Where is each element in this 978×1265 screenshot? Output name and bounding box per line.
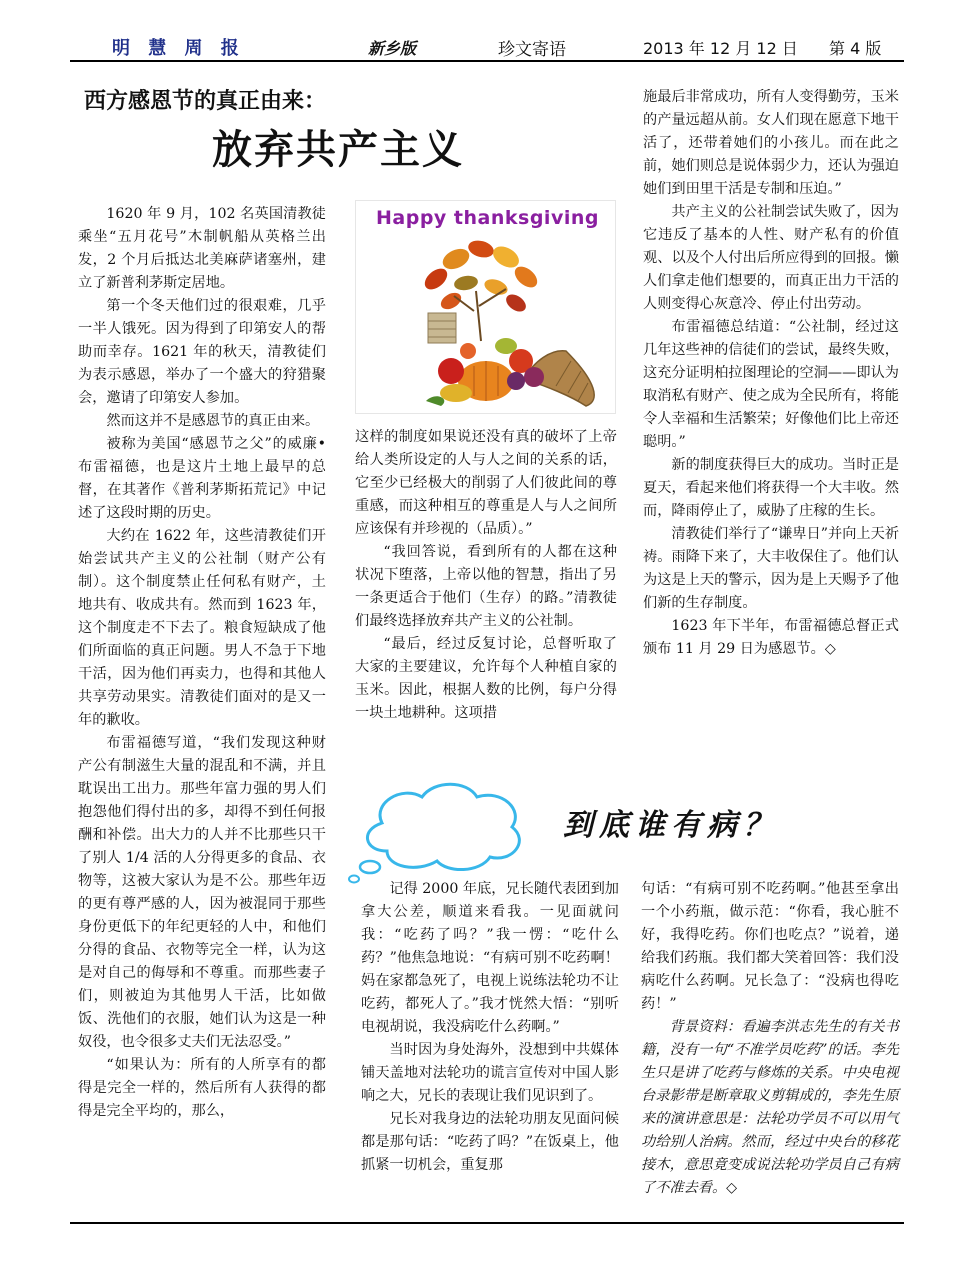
paragraph: “最后，经过反复讨论，总督听取了大家的主要建议，允许每个人种植自家的玉米。因此，根据人数的比例，每户分得一块土地耕种。这项措 — [355, 636, 617, 721]
article1-kicker: 西方感恩节的真正由来： — [84, 89, 327, 114]
paragraph: 被称为美国“感恩节之父”的威廉•布雷福德，也是这片土地上最早的总督，在其著作《普利茅斯拓荒记》中记述了这段时期的历史。 — [78, 436, 326, 521]
paragraph: 句话：“有病可别不吃药啊。”他甚至拿出一个小药瓶，做示范：“你看，我心脏不好，我得吃药。你们也吃点？”说着，递给我们药瓶。我们都大笑着回答：我们没病吃什么药啊。兄长急了：“没病也得吃药！” — [641, 881, 899, 1012]
article1-column-2 — [355, 426, 617, 725]
paragraph: 新的制度获得巨大的成功。当时正是夏天，看起来他们将获得一个大丰收。然而，降雨停止了，威胁了庄稼的生长。 — [643, 457, 899, 519]
basket — [428, 313, 456, 343]
paragraph: “如果认为：所有的人所享有的都得是完全一样的，然后所有人获得的都得是完全平均的，那么， — [78, 1057, 326, 1119]
paragraph: 记得 2000 年底，兄长随代表团到加拿大公差，顺道来看我。一见面就问我：“吃药了吗？”我一愣：“吃什么药？”他焦急地说：“有病可别不吃药啊！妈在家都急死了，电视上说练法轮功不让吃药，都死人了。”我才恍然大悟：“别听电视胡说，我没病吃什么药啊。” — [361, 881, 619, 1035]
cornucopia-image — [356, 201, 615, 413]
paragraph: 第一个冬天他们过的很艰难，几乎一半人饿死。因为得到了印第安人的帮助而幸存。1621 年的秋天，清教徒们为表示感恩，举办了一个盛大的狩猎聚会，邀请了印第安人参加。 — [78, 298, 326, 406]
paragraph: 然而这并不是感恩节的真正由来。 — [106, 413, 320, 429]
article1-column-3 — [643, 86, 899, 661]
paragraph: 1623 年下半年，布雷福德总督正式颁布 11 月 29 日为感恩节。◇ — [643, 618, 899, 657]
paragraph: 1620 年 9 月，102 名英国清教徒乘坐“五月花号”木制帆船从英格兰出发，2 个月后抵达北美麻萨诸塞州，建立了新普利茅斯定居地。 — [78, 206, 326, 291]
background-note: 背景资料：看遍李洪志先生的有关书籍，没有一句“不准学员吃药”的话。李先生只是讲了吃药与修炼的关系。中央电视台录影带是断章取义剪辑成的，李先生原来的演讲意思是：法轮功学员不可以用气功给别人治病。然而，经过中央台的移花接木，意思竟变成说法轮功学员自己有病了不准去看。◇ — [641, 1019, 899, 1196]
thanksgiving-illustration — [355, 200, 616, 414]
article2-title: 到底谁有病？ — [563, 808, 779, 843]
paragraph: 清教徒们举行了“谦卑日”并向上天祈祷。雨降下来了，大丰收保住了。他们认为这是上天的警示，因为是上天赐予了他们新的生存制度。 — [643, 526, 899, 611]
issue-date: 2013 年 12 月 12 日 — [643, 39, 798, 58]
edition-label: 新乡版 — [368, 39, 417, 58]
image-caption: Happy thanksgiving — [376, 207, 599, 229]
paragraph: 大约在 1622 年，这些清教徒们开始尝试共产主义的公社制（财产公有制）。这个制度禁止任何私有财产，土地共有、收成共有。然而到 1623 年，这个制度走不下去了。粮食短缺成了他们所面临的真正问题。男人不急于下地干活，因为他们再卖力，也得和其他人共享劳动果实。清教徒们面对的是又一年的歉收。 — [78, 528, 326, 728]
paragraph: 施最后非常成功，所有人变得勤劳，玉米的产量远超从前。女人们现在愿意下地干活了，还带着她们的小孩儿。而在此之前，她们则总是说体弱少力，还认为强迫她们到田里干活是专制和压迫。” — [643, 89, 899, 197]
paragraph: 这样的制度如果说还没有真的破坏了上帝给人类所设定的人与人之间的关系的话，它至少已经极大的削弱了人们彼此间的尊重感，而这种相互的尊重是人与人之间所应该保有并珍视的（品质）。” — [355, 429, 617, 537]
paragraph: 当时因为身处海外，没想到中共媒体铺天盖地对法轮功的谎言宣传对中国人影响之大，兄长的表现让我们见识到了。 — [361, 1042, 619, 1104]
thought-cloud-icon — [342, 775, 532, 885]
header-rule — [70, 60, 904, 62]
paragraph: 共产主义的公社制尝试失败了，因为它违反了基本的人性、财产私有的价值观、以及个人付出后所应得到的回报。懒人们拿走他们想要的，而真正出力干活的人则变得心灰意冷、停止付出劳动。 — [643, 204, 899, 312]
paragraph: 布雷福德总结道：“公社制，经过这几年这些神的信徒们的尝试，最终失败，这充分证明柏拉图理论的空洞——即认为取消私有财产、使之成为全民所有，将能令人幸福和生活繁荣；好像他们比上帝还聪明。” — [643, 319, 899, 450]
article2-column-1 — [361, 878, 619, 1177]
paragraph: “我回答说，看到所有的人都在这种状况下堕落，上帝以他的智慧，指出了另一条更适合于他们（生存）的路。”清教徒们最终选择放弃共产主义的公社制。 — [355, 544, 617, 629]
harvest-fruits — [426, 338, 544, 406]
section-label: 珍文寄语 — [498, 40, 566, 60]
paragraph: 兄长对我身边的法轮功朋友见面问候都是那句话：“吃药了吗？”在饭桌上，他抓紧一切机会，重复那 — [361, 1111, 619, 1173]
article1-title: 放弃共产主义 — [212, 126, 464, 173]
paragraph: 布雷福德写道，“我们发现这种财产公有制滋生大量的混乱和不满，并且耽误出工出力。那些年富力强的男人们抱怨他们得付出的多，却得不到任何报酬和补偿。出大力的人并不比那些只干了别人 1/4 活的人分得更多的食品、衣物等，这被大家认为是不公。那些年迈的更有尊严感的人，因为被混同于那些身份更低下的年纪更轻的人中，和他们分得的食品、衣物等完全一样，认为这是对自己的侮辱和不尊重。而那些妻子们，则被迫为其他男人干活，比如做饭、洗他们的衣服，她们认为这是一种奴役，也令很多丈夫们无法忍受。” — [78, 735, 326, 1050]
article2-column-2 — [641, 878, 899, 1200]
page-number: 第 4 版 — [829, 39, 882, 58]
footer-rule — [70, 1222, 904, 1224]
paper-name: 明 慧 周 报 — [112, 38, 245, 59]
article1-column-1 — [78, 203, 326, 1123]
